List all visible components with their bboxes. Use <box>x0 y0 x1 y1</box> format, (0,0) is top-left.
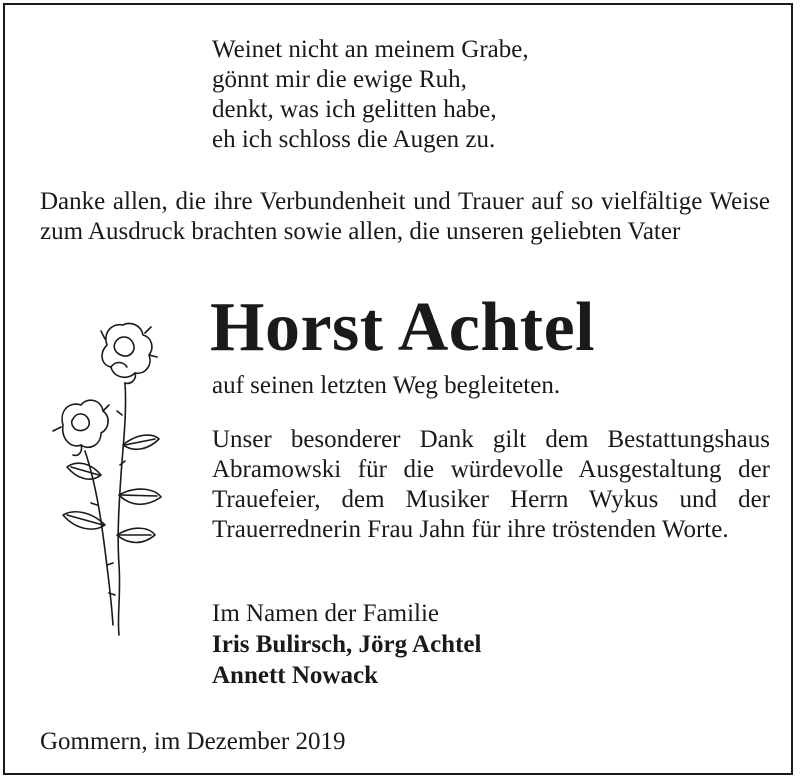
poem <box>212 35 632 155</box>
obituary-notice <box>3 3 793 775</box>
special-thanks: Unser besonderer Dank gilt dem Bestattungshaus Abramowski für die würdevolle Ausgestaltung der Trauefeier, dem Musiker Herrn Wykus und der Trauerrednerin Frau Jahn für ihre tröstenden Worte. <box>212 426 770 543</box>
place-date: Gommern, im Dezember 2019 <box>40 728 346 755</box>
farewell-line: auf seinen letzten Weg begleiteten. <box>212 372 561 399</box>
family-signature <box>212 598 772 691</box>
poem-line: Weinet nicht an meinem Grabe, <box>212 36 529 63</box>
family-names: Annett Nowack <box>212 662 378 689</box>
thanks-intro: Danke allen, die ihre Verbundenheit und Trauer auf so vielfältige Weise zum Ausdruck brachten sowie allen, die unseren geliebten Vater <box>40 188 770 245</box>
family-names: Iris Bulirsch, Jörg Achtel <box>212 631 482 658</box>
poem-line: denkt, was ich gelitten habe, <box>212 96 497 123</box>
rose-icon <box>45 315 175 645</box>
poem-line: eh ich schloss die Augen zu. <box>212 126 496 153</box>
deceased-name: Horst Achtel <box>210 289 596 366</box>
family-intro: Im Namen der Familie <box>212 600 440 627</box>
poem-line: gönnt mir die ewige Ruh, <box>212 66 467 93</box>
